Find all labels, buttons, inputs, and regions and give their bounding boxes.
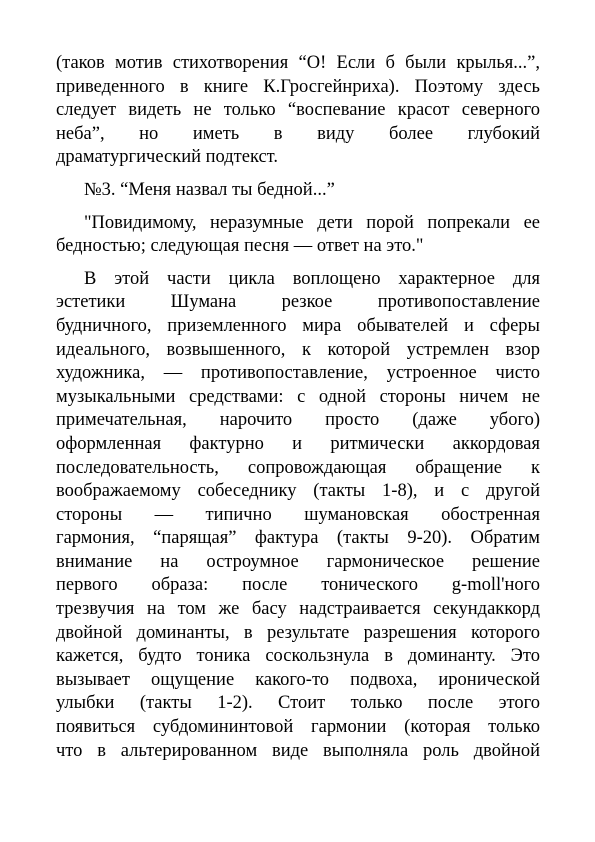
text-line: внимание на остроумное гармоническое решение [56, 551, 540, 572]
paragraph-gap [56, 170, 540, 179]
text-line: двойной доминанты, в результате разрешения которого [56, 622, 540, 643]
text-line: стороны — типично шумановская обостренная [56, 504, 540, 525]
paragraph [56, 268, 540, 763]
document-page [56, 52, 540, 763]
text-line: эстетики Шумана резкое противопоставление [56, 292, 540, 313]
text-line: гармония, “парящая” фактура (такты 9-20). Обратим [56, 528, 540, 549]
paragraph [56, 212, 540, 259]
paragraph-gap [56, 259, 540, 268]
text-line: последовательность, сопровождающая обращение к [56, 457, 540, 478]
text-line: приведенного в книге К.Гросгейнриха). Поэтому здесь [56, 76, 540, 97]
text-line: вызывает ощущение какого-то подвоха, иронической [56, 669, 540, 690]
text-line: кажется, будто тоника соскользнула в доминанту. Это [56, 646, 540, 667]
text-line: первого образа: после тонического g-moll'ного [56, 575, 540, 596]
text-line: художника, — противопоставление, устроенное чисто [56, 363, 540, 384]
text-line: будничного, приземленного мира обывателей и сферы [56, 315, 540, 336]
text-line: примечательная, нарочито просто (даже убого) [56, 410, 540, 431]
text-line: музыкальными средствами: с одной стороны ничем не [56, 386, 540, 407]
text-line: В этой части цикла воплощено характерное для [84, 268, 540, 289]
text-line: оформленная фактурно и ритмически аккордовая [56, 433, 540, 454]
text-line: следует видеть не только “воспевание красот северного [56, 100, 540, 121]
text-line: воображаемому собеседнику (такты 1-8), и с другой [56, 481, 540, 502]
text-line: трезвучия на том же басу надстраивается секундаккорд [56, 599, 540, 620]
text-line: бедностью; следующая песня — ответ на это." [56, 236, 424, 257]
text-line: улыбки (такты 1-2). Стоит только после этого [56, 693, 540, 714]
text-line: появиться субдомининтовой гармонии (которая только [56, 717, 540, 738]
text-line: драматургический подтекст. [56, 147, 278, 168]
paragraph-gap [56, 203, 540, 212]
text-line: идеального, возвышенного, к которой устремлен взор [56, 339, 540, 360]
text-line: "Повидимому, неразумные дети порой попрекали ее [84, 212, 540, 233]
text-line: неба”, но иметь в виду более глубокий [56, 123, 540, 144]
paragraph [56, 179, 540, 203]
text-line: №3. “Меня назвал ты бедной...” [84, 179, 335, 200]
text-line: (таков мотив стихотворения “О! Если б были крылья...”, [56, 53, 540, 73]
paragraph [56, 52, 540, 170]
text-line: что в альтерированном виде выполняла роль двойной [56, 740, 540, 761]
